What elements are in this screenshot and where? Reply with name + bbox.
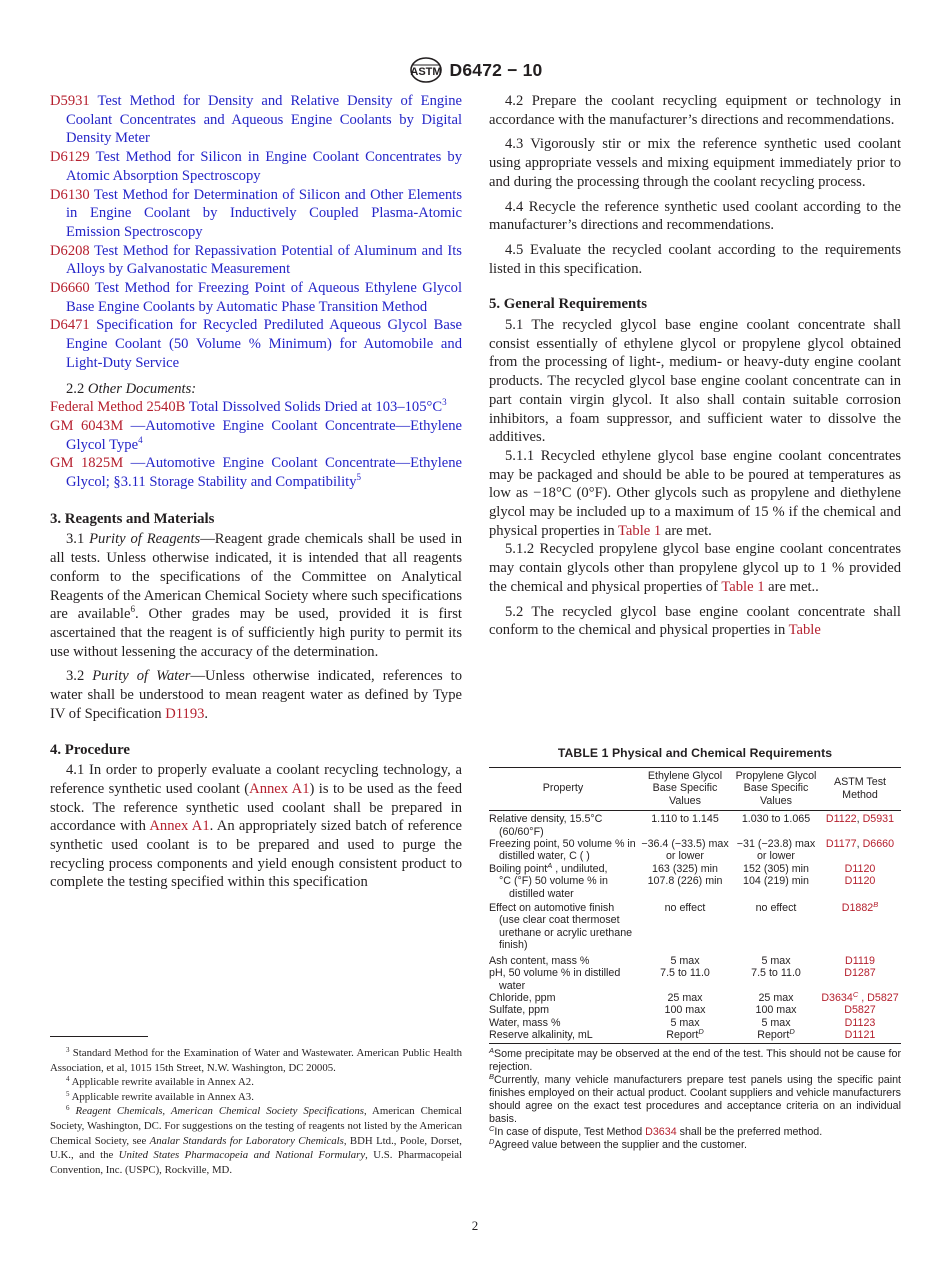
table-title: TABLE 1 Physical and Chemical Requirements: [557, 746, 833, 760]
paragraph-4-5: 4.5 Evaluate the recycled coolant according to the requirements listed in this specification.: [489, 241, 901, 277]
paragraph-3-1: 3.1 Purity of Reagents—Reagent grade chemicals shall be used in all tests. Unless otherwise indicated, it is intended that all reagents conform to the specifications of the Committee on Analytical Reagents of the American Chemical Society where such specifications are available$^6$. Other grades may be used, provided it is first ascertained that the reagent is of sufficiently high purity to permit its use without lessening the accuracy of the determination.: [50, 531, 463, 660]
reference-link[interactable]: D6208: [50, 242, 90, 259]
d3634-link[interactable]: D3634: [645, 1126, 677, 1139]
page-number: 2: [471, 1218, 479, 1233]
paragraph-5-1-2: 5.1.2 Recycled propylene glycol base engine coolant concentrates may contain glycols other than propylene glycol up to 1 % provided the chemical and physical properties of Table 1 are met..: [489, 541, 901, 595]
reference-item: [50, 279, 462, 316]
method-link[interactable]: D1120: [844, 862, 876, 875]
method-link[interactable]: D1122: [825, 813, 857, 826]
other-documents-heading: 2.2 Other Documents:: [66, 380, 197, 397]
reference-title[interactable]: Test Method for Repassivation Potential of Aluminum and Its Alloys by Galvanostatic Measurement: [66, 242, 462, 278]
reference-item: [50, 454, 462, 491]
method-link[interactable]: D6660: [862, 838, 895, 851]
paragraph-4-3: 4.3 Vigorously stir or mix the reference synthetic used coolant using appropriate vessels and mixing equipment immediately prior to and during the processing through the coolant recycling process.: [489, 136, 901, 190]
table-row: Ash content, mass % 5 max 5 max D1119: [489, 954, 875, 967]
reference-link[interactable]: D5931: [50, 93, 90, 109]
d1193-link[interactable]: D1193: [165, 705, 205, 722]
column-header-method: ASTM Test Method: [819, 768, 901, 811]
section-heading-reagents: 3. Reagents and Materials: [50, 510, 215, 527]
table-header-row: [489, 768, 901, 811]
paragraph-4-4: 4.4 Recycle the reference synthetic used coolant according to the manufacturer’s directions and recommendations.: [489, 198, 901, 234]
reference-link[interactable]: Federal Method 2540B: [50, 399, 186, 416]
footnote-5: $^5$ Applicable rewrite available in Annex A3.: [66, 1089, 254, 1103]
table-row: Boiling point$^A$ , undiluted, 163 (325) min 152 (305) min D1120: [489, 860, 876, 875]
reference-item: [50, 92, 462, 148]
reference-title[interactable]: —Automotive Engine Coolant Concentrate—Ethylene Glycol; §3.11 Storage Stability and Compatibility: [66, 455, 463, 491]
reference-item: [50, 186, 462, 242]
table-row: pH, 50 volume % in distilled water 7.5 to 11.0 7.5 to 11.0 D1287: [489, 967, 876, 992]
footnote-3: $^3$ Standard Method for the Examination of Water and Wastewater. American Public Health Association, et al, 1015 15th Street, N.W. Washington, DC 20005.: [50, 1046, 462, 1074]
reference-link[interactable]: D6660: [50, 280, 90, 297]
method-link[interactable]: D1123: [844, 1016, 876, 1029]
left-column: [50, 92, 462, 892]
footnotes: [50, 1046, 462, 1177]
paragraph-5-1: 5.1 The recycled glycol base engine coolant concentrate shall consist essentially of ethylene glycol or propylene glycol obtained from the processing of light-, medium- or heavy-duty engine coolant products. The recycled glycol base engine coolant concentrate can in part contain virgin glycol. It also shall contain suitable corrosion inhibitors, a foam suppressor, and sufficient water to dissolve the additives.: [489, 317, 901, 446]
paragraph-3-2: 3.2 Purity of Water—Unless otherwise indicated, references to water shall be understood to mean reagent water as defined by Type IV of Specification D1193.: [50, 668, 462, 722]
method-link[interactable]: D1120: [844, 875, 876, 888]
paragraph-5-1-1: 5.1.1 Recycled ethylene glycol base engine coolant concentrates may be packaged and should be able to be poured at temperatures as low as −18°C (0°F). Other glycols such as propylene and diethylene glycol may be included up to a maximum of 15 % if the chemical and physical properties in Table 1 are met.: [489, 447, 901, 539]
table-row: Chloride, ppm 25 max 25 max $D3634^C$ , D5827: [489, 989, 899, 1004]
svg-text:ASTM: ASTM: [409, 66, 442, 78]
paragraph-4-2: 4.2 Prepare the coolant recycling equipment or technology in accordance with the manufacturer’s directions and recommendations.: [489, 93, 901, 128]
annex-a1-link[interactable]: Annex A1: [149, 818, 210, 835]
table-note-a: $^A$Some precipitate may be observed at the end of the test. This should not be cause for rejection.: [489, 1045, 901, 1073]
table-row: Freezing point, 50 volume % in distilled water, C ( ) −36.4 (−33.5) max or lower −31 (−23.8) max or lower D1177, D6660: [489, 838, 895, 863]
table-notes: [489, 1046, 901, 1153]
table-1-link[interactable]: Table 1: [618, 522, 662, 539]
reference-link[interactable]: GM 1825M: [50, 455, 124, 472]
footnote-ref[interactable]: 3: [442, 397, 447, 408]
table-row: Sulfate, ppm 100 max 100 max D5827: [489, 1004, 876, 1017]
footnote-ref[interactable]: 4: [138, 434, 143, 445]
section-heading-general-requirements: 5. General Requirements: [489, 296, 647, 313]
method-link[interactable]: D1119: [845, 954, 875, 967]
reference-link[interactable]: D6471: [50, 317, 90, 334]
column-header-propylene: Propylene Glycol Base Specific Values: [733, 768, 819, 811]
astm-logo-icon: [408, 56, 444, 84]
reference-link[interactable]: D6129: [50, 149, 90, 166]
method-link[interactable]: D1882: [841, 902, 874, 915]
table-row: Relative density, 15.5°C (60/60°F) 1.110 to 1.145 1.030 to 1.065 D1122, D5931: [489, 813, 895, 838]
method-link[interactable]: D3634: [821, 991, 853, 1004]
column-header-ethylene: Ethylene Glycol Base Specific Values: [637, 768, 733, 811]
reference-title[interactable]: Test Method for Density and Relative Density of Engine Coolant Concentrates and Aqueous Engine Coolants by Digital Density Meter: [66, 93, 462, 147]
table-note-c: $^C$In case of dispute, Test Method D3634 shall be the preferred method.: [489, 1124, 823, 1139]
method-link[interactable]: D5827: [844, 1004, 876, 1017]
column-header-property: Property: [489, 768, 637, 811]
paragraph-5-2: 5.2 The recycled glycol base engine coolant concentrate shall conform to the chemical and physical properties in Table: [489, 603, 901, 639]
method-link[interactable]: D1121: [844, 1029, 876, 1042]
method-link[interactable]: D1177: [825, 838, 857, 851]
right-column: [489, 92, 901, 640]
footnote-6: $^6$ Reagent Chemicals, American Chemical Society Specifications, American Chemical Society, Washington, DC. For suggestions on the testing of reagents not listed by the American Chemical Society, see Analar Standards for Laboratory Chemicals, BDH Ltd., Poole, Dorset, U.K., and the United States Pharmacopeia and National Formulary, U.S. Pharmacopeial Convention, Inc. (USPC), Rockville, MD.: [50, 1104, 462, 1176]
table-row: Reserve alkalinity, mL Report$^D$ Report$^D$ D1121: [489, 1029, 901, 1043]
reference-item: [50, 316, 462, 372]
reference-title[interactable]: Test Method for Determination of Silicon and Other Elements in Engine Coolant by Inductively Coupled Plasma-Atomic Emission Spectroscopy: [66, 186, 462, 240]
reference-item: [50, 242, 462, 279]
table-link[interactable]: Table: [788, 622, 821, 639]
annex-a1-link[interactable]: Annex A1: [249, 780, 310, 797]
table-note-b: $^B$Currently, many vehicle manufacturers prepare test panels using the specific paint finishes employed on their actual product. Coolant suppliers and vehicle manufacturers should agree on the exact test procedures and acceptance criteria on an individual basis.: [489, 1071, 901, 1125]
reference-item: [50, 398, 462, 417]
table-1: [489, 746, 901, 1152]
requirements-table: [489, 767, 901, 1044]
reference-title[interactable]: Test Method for Freezing Point of Aqueous Ethylene Glycol Base Engine Coolants by Automatic Phase Transition Method: [66, 280, 462, 315]
reference-link[interactable]: D6130: [50, 186, 90, 203]
reference-link[interactable]: GM 6043M: [50, 417, 124, 434]
table-row: Effect on automotive finish (use clear coat thermoset urethane or acrylic urethane finish) no effect no effect $D1882^B$: [489, 900, 879, 952]
document-id: D6472 − 10: [449, 59, 543, 80]
table-row: °C (°F) 50 volume % in distilled water 107.8 (226) min 104 (219) min D1120: [499, 875, 876, 900]
footnote-ref[interactable]: 5: [356, 472, 361, 483]
method-link[interactable]: D1287: [844, 967, 876, 980]
paragraph-4-1: 4.1 In order to properly evaluate a coolant recycling technology, a reference synthetic used coolant (Annex A1) is to be used as the feed stock. The reference synthetic used coolant shall be prepared in accordance with Annex A1. An appropriately sized batch of reference synthetic used coolant is to be prepared and used to purge the recycling process components and yield enough consistent product to complete the testing specified within this specification: [50, 762, 462, 891]
page-header: [0, 56, 950, 84]
reference-title[interactable]: —Automotive Engine Coolant Concentrate—Ethylene Glycol Type: [66, 417, 463, 453]
reference-item: [50, 148, 462, 185]
method-link[interactable]: D5827: [867, 991, 899, 1004]
table-row: Water, mass % 5 max 5 max D1123: [489, 1016, 876, 1029]
reference-item: [50, 417, 462, 454]
method-link[interactable]: D5931: [862, 813, 895, 826]
footnote-4: $^4$ Applicable rewrite available in Annex A2.: [66, 1075, 254, 1089]
reference-title[interactable]: Specification for Recycled Prediluted Aqueous Glycol Base Engine Coolant (50 Volume % Minimum) for Automobile and Light-Duty Service: [66, 317, 462, 371]
table-1-link[interactable]: Table 1: [721, 578, 765, 595]
reference-title[interactable]: Total Dissolved Solids Dried at 103–105°C: [185, 399, 443, 416]
section-heading-procedure: 4. Procedure: [50, 741, 130, 758]
reference-title[interactable]: Test Method for Silicon in Engine Coolant Concentrates by Atomic Absorption Spectroscopy: [66, 149, 462, 184]
footnote-divider: [50, 1036, 148, 1037]
table-note-d: $^D$Agreed value between the supplier and the customer.: [489, 1137, 747, 1152]
